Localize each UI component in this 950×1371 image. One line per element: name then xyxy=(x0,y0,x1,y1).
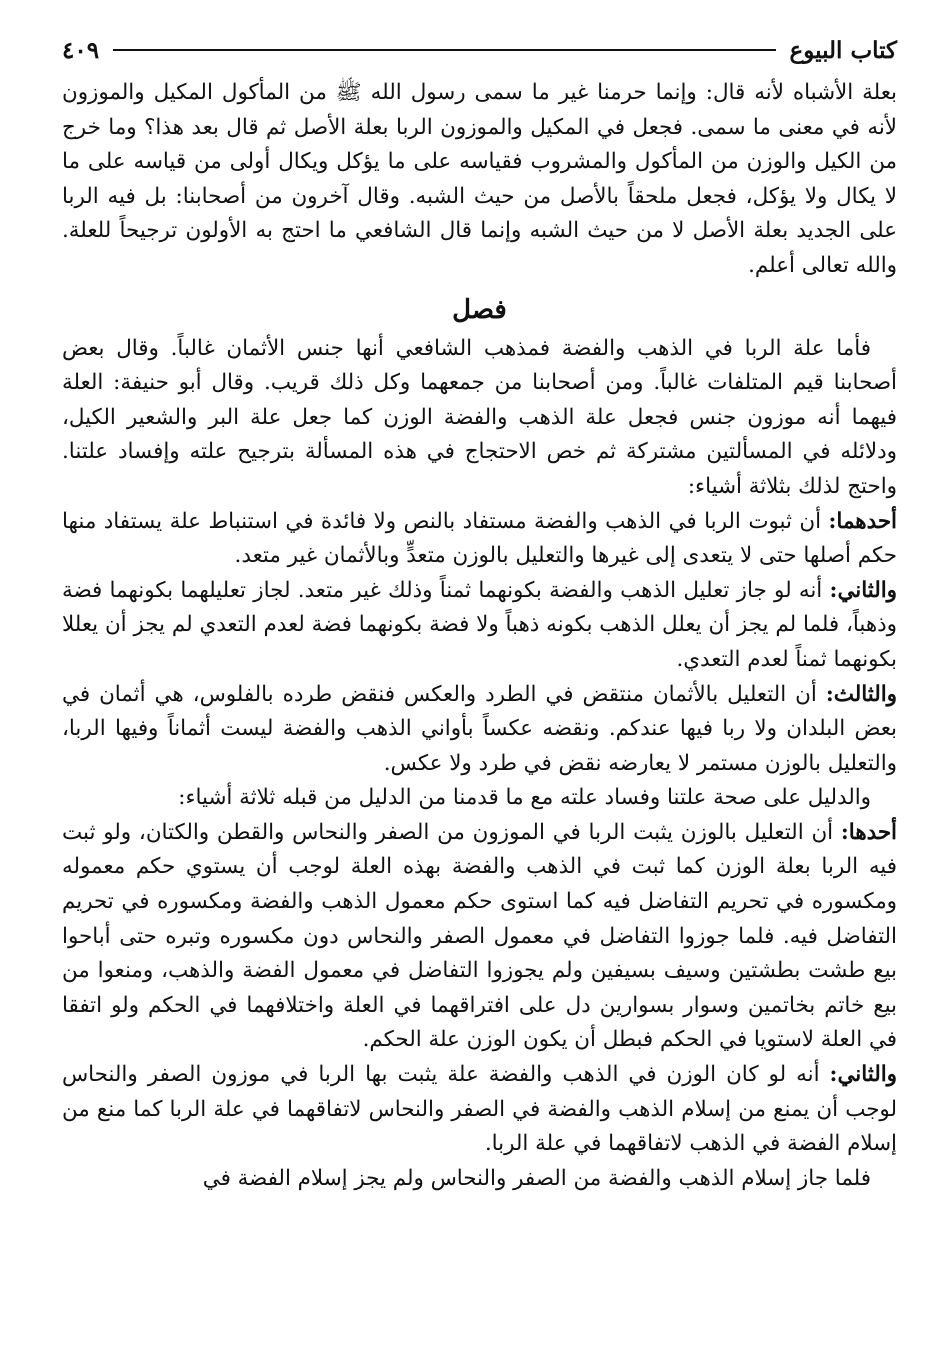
book-page xyxy=(62,30,897,1350)
point-text: أن التعليل بالأثمان منتقض في الطرد والعكس فنقض طرده بالفلوس، هي أثمان في بعض البلدان ولا ربا فيها عندكم. ونقضه عكساً بأواني الذهب والفضة ليست أثماناً وفيها الربا، والتعليل بالوزن مستمر لا يعارضه نقض في طرد ولا عكس. xyxy=(62,681,897,776)
point-second xyxy=(62,574,897,678)
point-lead: والثاني: xyxy=(829,1062,897,1088)
point-lead: أحدهما: xyxy=(828,508,897,534)
page-number: ٤٠٩ xyxy=(62,36,100,64)
intro-paragraph: بعلة الأشباه لأنه قال: وإنما حرمنا غير ما سمى رسول الله ﷺ من المأكول المكيل والموزون لأنه في معنى ما سمى. فجعل في المكيل والموزون الربا بعلة الأصل ثم قال بعد هذا؟ وما خرج من الكيل والوزن من المأكول والمشروب فقياسه على ما يؤكل ويكال أولى من قياسه على ما لا يكال ولا يؤكل، فجعل ملحقاً بالأصل من حيث الشبه. وقال آخرون من أصحابنا: بل فيه الربا على الجديد بعلة الأصل لا من حيث الشبه وإنما قال الشافعي ما احتج به الأولون ترجيحاً للعلة. والله تعالى أعلم. xyxy=(62,80,897,278)
point-text: أن التعليل بالوزن يثبت الربا في الموزون من الصفر والنحاس والقطن والكتان، ولو ثبت فيه الربا بعلة الوزن كما ثبت في الذهب والفضة بهذه العلة لوجب أن يستوي حكم معموله ومكسوره في تحريم التفاضل فيه كما استوى حكم معمول الذهب والفضة ومكسوره في تحريم التفاضل فيه. فلما جوزوا التفاضل في معمول الصفر والنحاس دون مكسوره وتبره حتى أباحوا بيع طشت بطشتين وسيف بسيفين ولم يجوزوا التفاضل في معمول الفضة والذهب، ومنعوا من بيع خاتم بخاتمين وسوار بسوارين دل على افتراقهما في العلة واختلافهما في الحكم ولو اتفقا في العلة لاستويا في الحكم فبطل أن يكون الوزن علة الحكم. xyxy=(62,819,897,1053)
point-text: أن ثبوت الربا في الذهب والفضة مستفاد بالنص ولا فائدة في استنباط علة يستفاد منها حكم أصلها حتى لا يتعدى إلى غيرها والتعليل بالوزن متعدٍّ وبالأثمان غير متعد. xyxy=(62,508,897,569)
evidence-second xyxy=(62,1058,897,1162)
book-title: كتاب البيوع xyxy=(789,36,897,64)
section-title: فصل xyxy=(452,294,507,325)
point-lead: أحدها: xyxy=(840,819,897,845)
point-first xyxy=(62,505,897,574)
point-third xyxy=(62,678,897,782)
point-text: أنه لو جاز تعليل الذهب والفضة بكونهما ثمناً وذلك غير متعد. لجاز تعليلهما بكونهما فضة وذهباً، فلما لم يجز أن يعلل الذهب بكونه ذهباً ولا فضة بكونهما فضة لعدم التعدي لم يجز أن يعللا بكونهما ثمناً لعدم التعدي. xyxy=(62,577,897,672)
point-lead: والثاني: xyxy=(829,577,897,603)
point-lead: والثالث: xyxy=(825,681,897,707)
final-paragraph: فلما جاز إسلام الذهب والفضة من الصفر والنحاس ولم يجز إسلام الفضة في xyxy=(202,1165,871,1191)
evidence-first xyxy=(62,816,897,1058)
evidence-intro: والدليل على صحة علتنا وفساد علته مع ما قدمنا من الدليل من قبله ثلاثة أشياء: xyxy=(178,785,871,811)
page-header xyxy=(62,30,897,70)
section-paragraph: فأما علة الربا في الذهب والفضة فمذهب الشافعي أنها جنس الأثمان غالباً. وقال بعض أصحابنا قيم المتلفات غالباً. ومن أصحابنا من جمعهما وكل ذلك قريب. وقال أبو حنيفة: العلة فيهما أنه موزون جنس فجعل علة الذهب والفضة الوزن كما جعل علة البر والشعير الكيل، ودلائله في المسألتين مشتركة ثم خص الاحتجاج في هذه المسألة بترجيح علته وإفساد علتنا. واحتج لذلك بثلاثة أشياء: xyxy=(62,335,897,499)
point-text: أنه لو كان الوزن في الذهب والفضة علة يثبت بها الربا في موزون الصفر والنحاس لوجب أن يمنع من إسلام الذهب والفضة في الصفر والنحاس لاتفاقهما في علة الربا كما منع من إسلام الفضة في الذهب لاتفاقهما في علة الربا. xyxy=(62,1062,897,1157)
header-rule xyxy=(113,49,775,51)
